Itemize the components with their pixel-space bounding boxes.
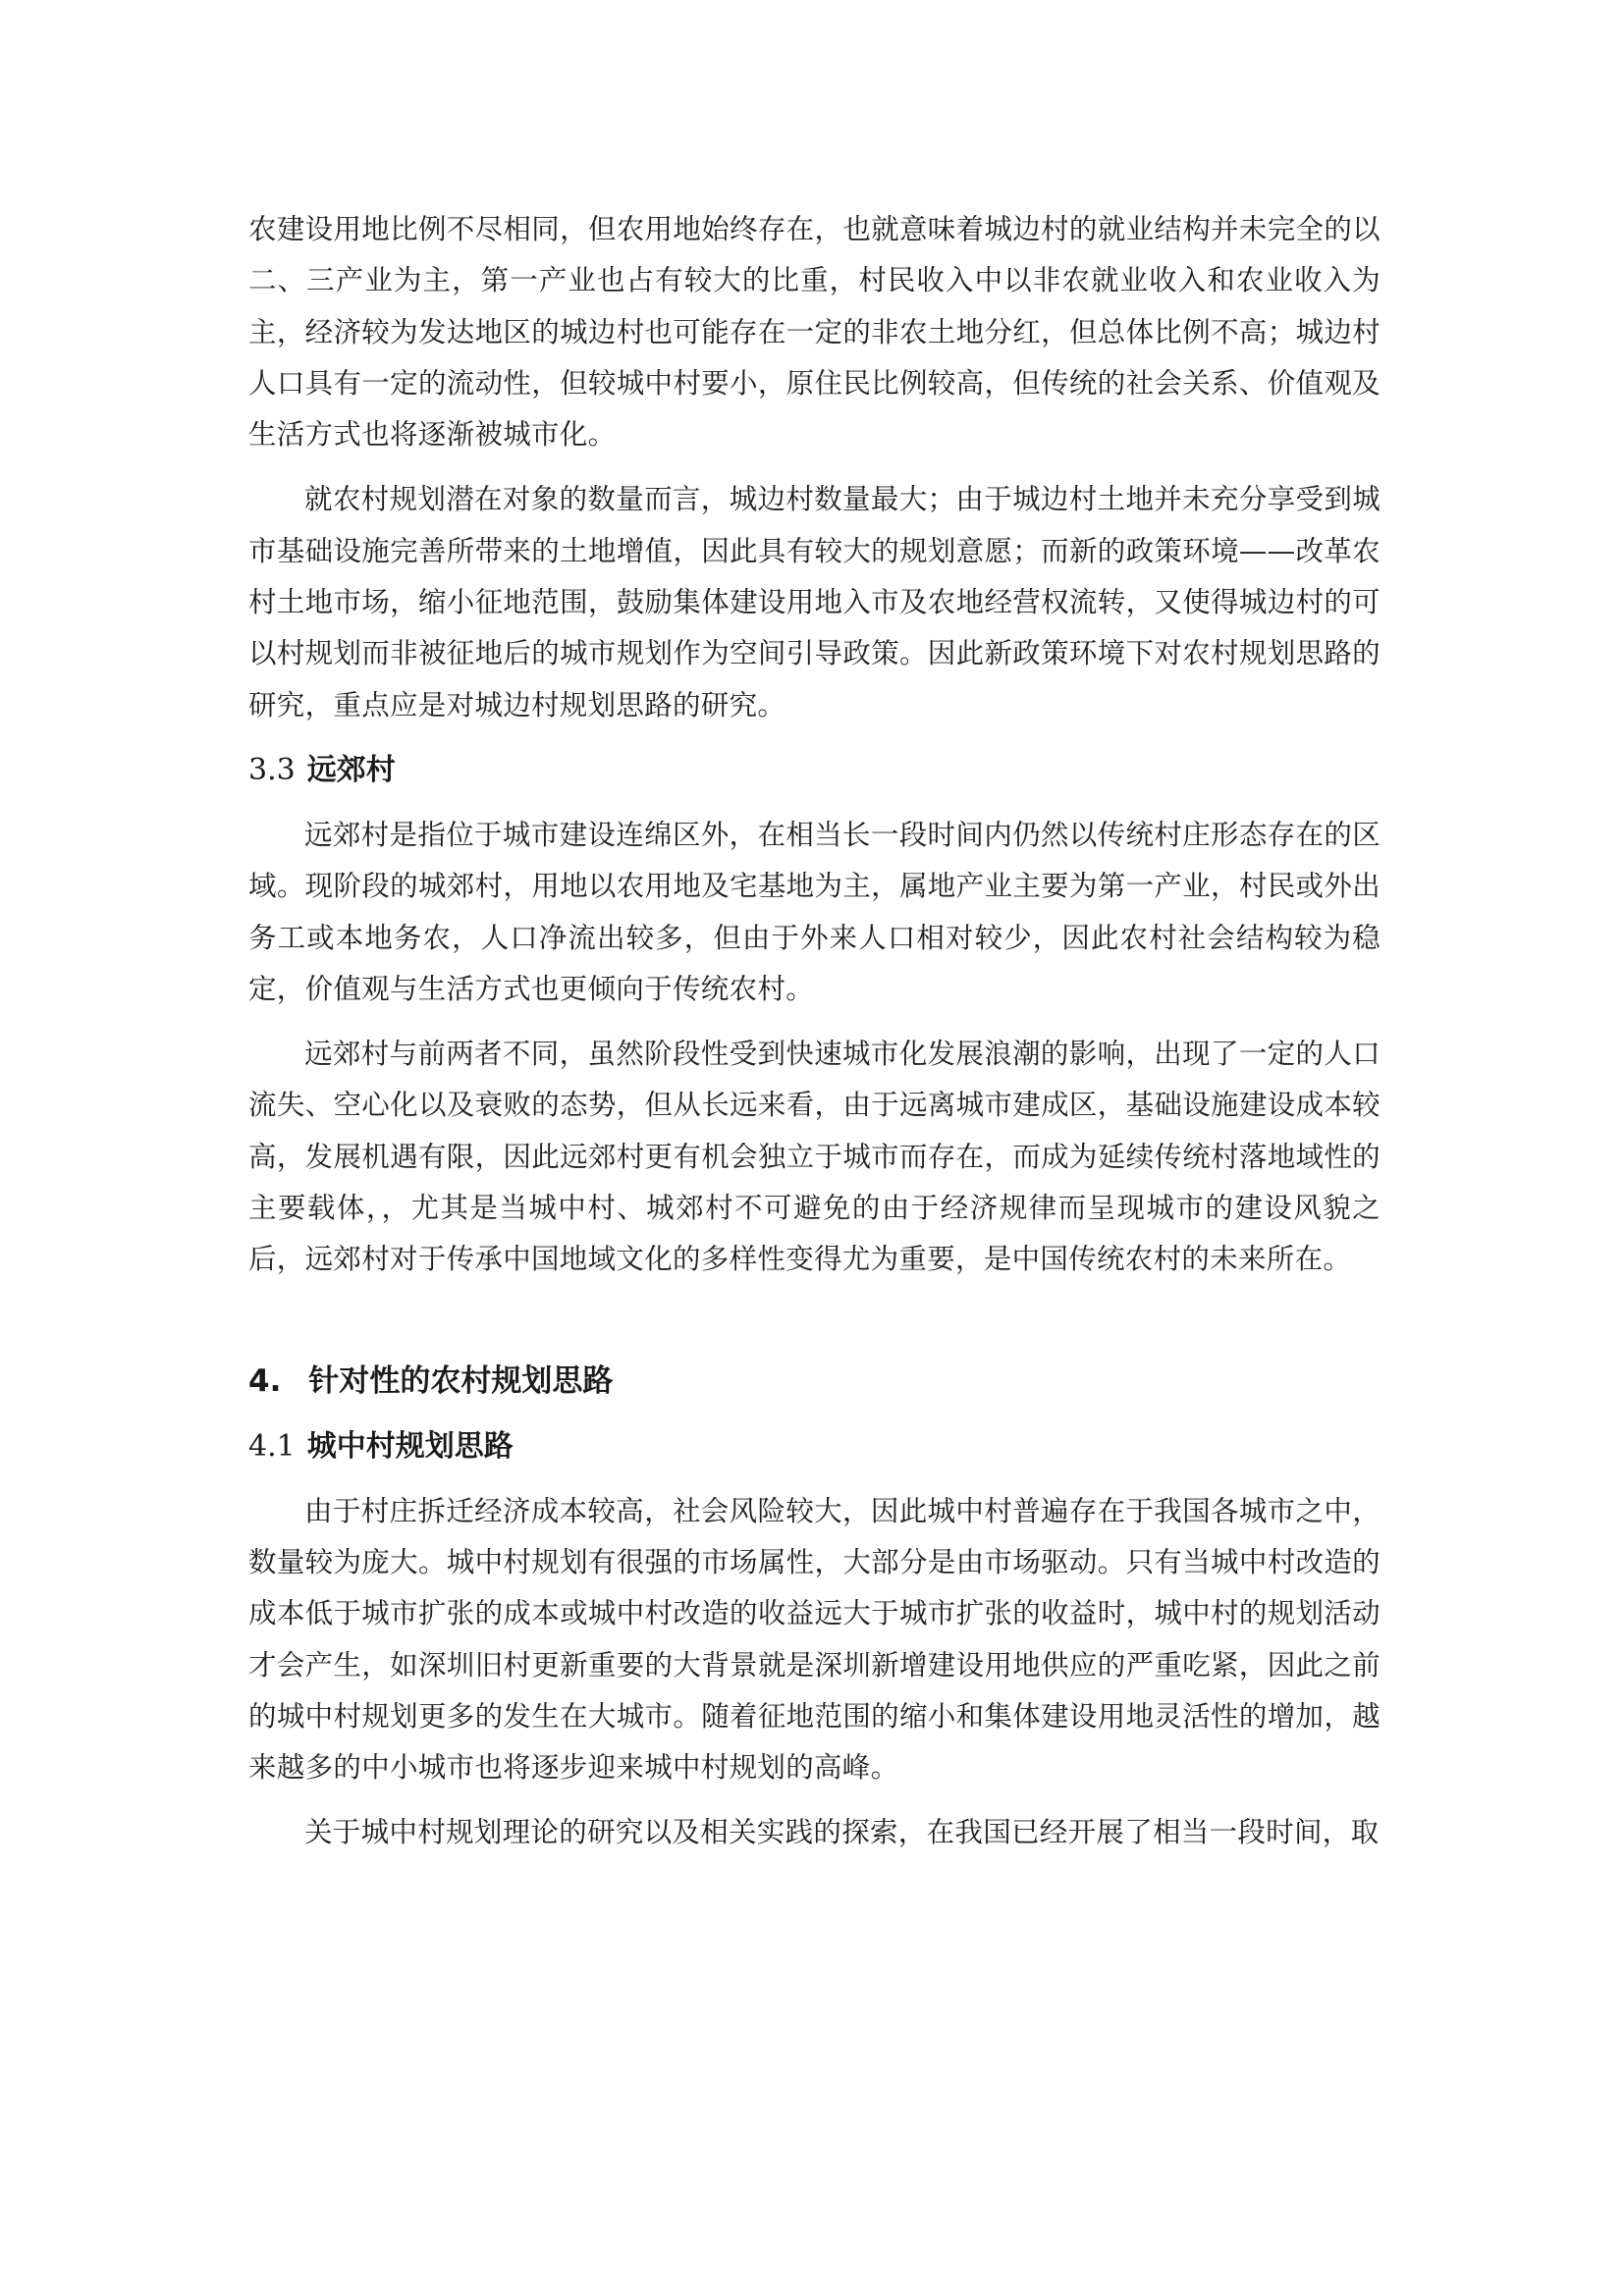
section-number: 3.3	[248, 752, 296, 787]
section-title: 远郊村	[306, 752, 396, 787]
paragraph-remote-village-definition: 远郊村是指位于城市建设连绵区外，在相当长一段时间内仍然以传统村庄形态存在的区域。现阶段的城郊村，用地以农用地及宅基地为主，属地产业主要为第一产业，村民或外出务工或本地务农，人口净流出较多，但由于外来人口相对较少，因此农村社会结构较为稳定，价值观与生活方式也更倾向于传统农村。	[248, 818, 1380, 1005]
section-heading-4-1	[248, 1421, 1380, 1472]
paragraph-planning-objects: 就农村规划潜在对象的数量而言，城边村数量最大；由于城边村土地并未充分享受到城市基础设施完善所带来的土地增值，因此具有较大的规划意愿；而新的政策环境——改革农村土地市场，缩小征地范围，鼓励集体建设用地入市及农地经营权流转，又使得城边村的可以村规划而非被征地后的城市规划作为空间引导政策。因此新政策环境下对农村规划思路的研究，重点应是对城边村规划思路的研究。	[248, 483, 1380, 721]
section-heading-3-3	[248, 745, 1380, 796]
paragraph-urban-village-research: 关于城中村规划理论的研究以及相关实践的探索，在我国已经开展了相当一段时间，取	[304, 1816, 1380, 1849]
chapter-heading-4	[248, 1355, 1380, 1408]
chapter-number: 4.	[248, 1362, 282, 1399]
section-number: 4.1	[248, 1428, 296, 1464]
paragraph-remote-village-future: 远郊村与前两者不同，虽然阶段性受到快速城市化发展浪潮的影响，出现了一定的人口流失、空心化以及衰败的态势，但从长远来看，由于远离城市建成区，基础设施建设成本较高，发展机遇有限，因此远郊村更有机会独立于城市而存在，而成为延续传统村落地域性的主要载体，，尤其是当城中村、城郊村不可避免的由于经济规律而呈现城市的建设风貌之后，远郊村对于传承中国地域文化的多样性变得尤为重要，是中国传统农村的未来所在。	[248, 1038, 1380, 1276]
section-title: 城中村规划思路	[306, 1428, 514, 1464]
paragraph-urban-village-planning: 由于村庄拆迁经济成本较高，社会风险较大，因此城中村普遍存在于我国各城市之中，数量较为庞大。城中村规划有很强的市场属性，大部分是由市场驱动。只有当城中村改造的成本低于城市扩张的成本或城中村改造的收益远大于城市扩张的收益时，城中村的规划活动才会产生，如深圳旧村更新重要的大背景就是深圳新增建设用地供应的严重吃紧，因此之前的城中村规划更多的发生在大城市。随着征地范围的缩小和集体建设用地灵活性的增加，越来越多的中小城市也将逐步迎来城中村规划的高峰。	[248, 1494, 1380, 1785]
paragraph-urban-edge-continuation: 农建设用地比例不尽相同，但农用地始终存在，也就意味着城边村的就业结构并未完全的以二、三产业为主，第一产业也占有较大的比重，村民收入中以非农就业收入和农业收入为主，经济较为发达地区的城边村也可能存在一定的非农土地分红，但总体比例不高；城边村人口具有一定的流动性，但较城中村要小，原住民比例较高，但传统的社会关系、价值观及生活方式也将逐渐被城市化。	[248, 213, 1380, 452]
chapter-title: 针对性的农村规划思路	[308, 1362, 614, 1399]
